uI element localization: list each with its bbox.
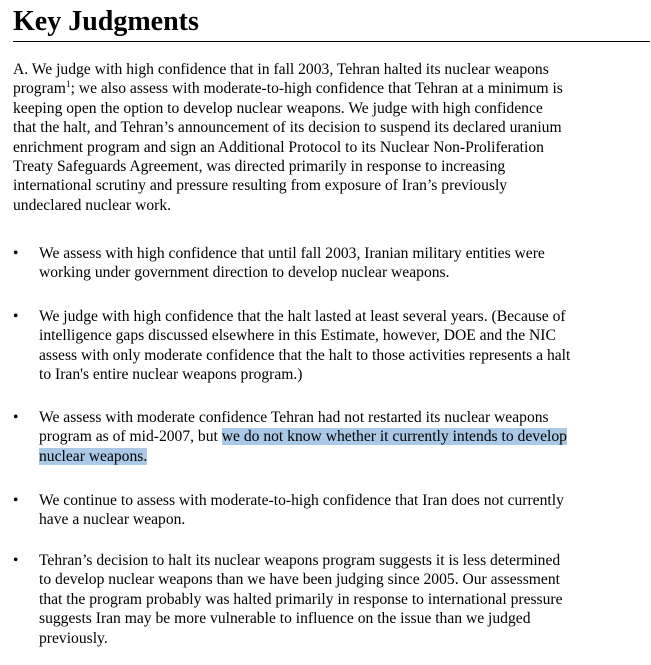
paragraph-line bbox=[13, 79, 638, 98]
paragraph-line: enrichment program and sign an Additional Protocol to its Nuclear Non-Proliferation bbox=[13, 138, 544, 156]
bullet-line: We assess with moderate confidence Tehran had not restarted its nuclear weapons bbox=[39, 409, 549, 426]
bullet-text bbox=[39, 551, 643, 648]
paragraph-line: Treaty Safeguards Agreement, was directed primarily in response to increasing bbox=[13, 158, 506, 176]
title-underline-rule bbox=[13, 41, 650, 42]
bullet-line: to Iran's entire nuclear weapons program.) bbox=[39, 366, 303, 384]
bullet-line: We continue to assess with moderate-to-high confidence that Iran does not currently bbox=[39, 492, 564, 509]
bullet-icon: • bbox=[13, 492, 19, 509]
paragraph-line: that the halt, and Tehran’s announcement of its decision to suspend its declared uranium bbox=[13, 119, 562, 137]
bullet-icon: • bbox=[13, 245, 19, 262]
bullet-line: have a nuclear weapon. bbox=[39, 511, 186, 529]
bullet-text bbox=[39, 408, 643, 466]
bullet-line: We judge with high confidence that the halt lasted at least several years. (Because of bbox=[39, 308, 566, 325]
bullet-text bbox=[39, 244, 643, 283]
bullet-text bbox=[39, 491, 643, 530]
highlighted-text[interactable]: we do not know whether it currently intends to develop bbox=[221, 428, 567, 446]
bullet-line: suggests Iran may be more vulnerable to influence on the issue than we judged bbox=[39, 610, 531, 628]
bullet-line: working under government direction to develop nuclear weapons. bbox=[39, 264, 450, 282]
bullet-line: that the program probably was halted primarily in response to international pressure bbox=[39, 590, 563, 608]
bullet-text-plain: program as of mid-2007, but bbox=[39, 428, 222, 446]
bullet-line: We assess with high confidence that until fall 2003, Iranian military entities were bbox=[39, 245, 545, 262]
bullet-text bbox=[39, 307, 643, 385]
paragraph-line: A. We judge with high confidence that in fall 2003, Tehran halted its nuclear weapons bbox=[13, 61, 549, 78]
page-title: Key Judgments bbox=[13, 6, 199, 37]
bullet-line: assess with only moderate confidence that the halt to those activities represents a halt bbox=[39, 346, 571, 364]
bullet-line: previously. bbox=[39, 629, 108, 647]
bullet-icon: • bbox=[13, 308, 19, 325]
highlighted-text[interactable]: nuclear weapons. bbox=[39, 447, 148, 465]
paragraph-line: international scrutiny and pressure resulting from exposure of Iran’s previously bbox=[13, 177, 508, 195]
paragraph-text: ; we also assess with moderate-to-high confidence that Tehran at a minimum is bbox=[70, 80, 563, 98]
bullet-line: to develop nuclear weapons than we have been judging since 2005. Our assessment bbox=[39, 571, 560, 589]
bullet-line: intelligence gaps discussed elsewhere in this Estimate, however, DOE and the NIC bbox=[39, 327, 556, 345]
paragraph-line: undeclared nuclear work. bbox=[13, 196, 172, 214]
paragraph-text: program bbox=[13, 80, 66, 98]
intro-paragraph bbox=[13, 60, 638, 215]
paragraph-line: keeping open the option to develop nuclear weapons. We judge with high confidence bbox=[13, 99, 543, 117]
bullet-icon: • bbox=[13, 552, 19, 569]
footnote-marker[interactable]: 1 bbox=[65, 80, 71, 91]
bullet-line: Tehran’s decision to halt its nuclear weapons program suggests it is less determined bbox=[39, 552, 561, 569]
bullet-line bbox=[39, 427, 643, 446]
bullet-line bbox=[39, 447, 643, 466]
bullet-icon: • bbox=[13, 409, 19, 426]
